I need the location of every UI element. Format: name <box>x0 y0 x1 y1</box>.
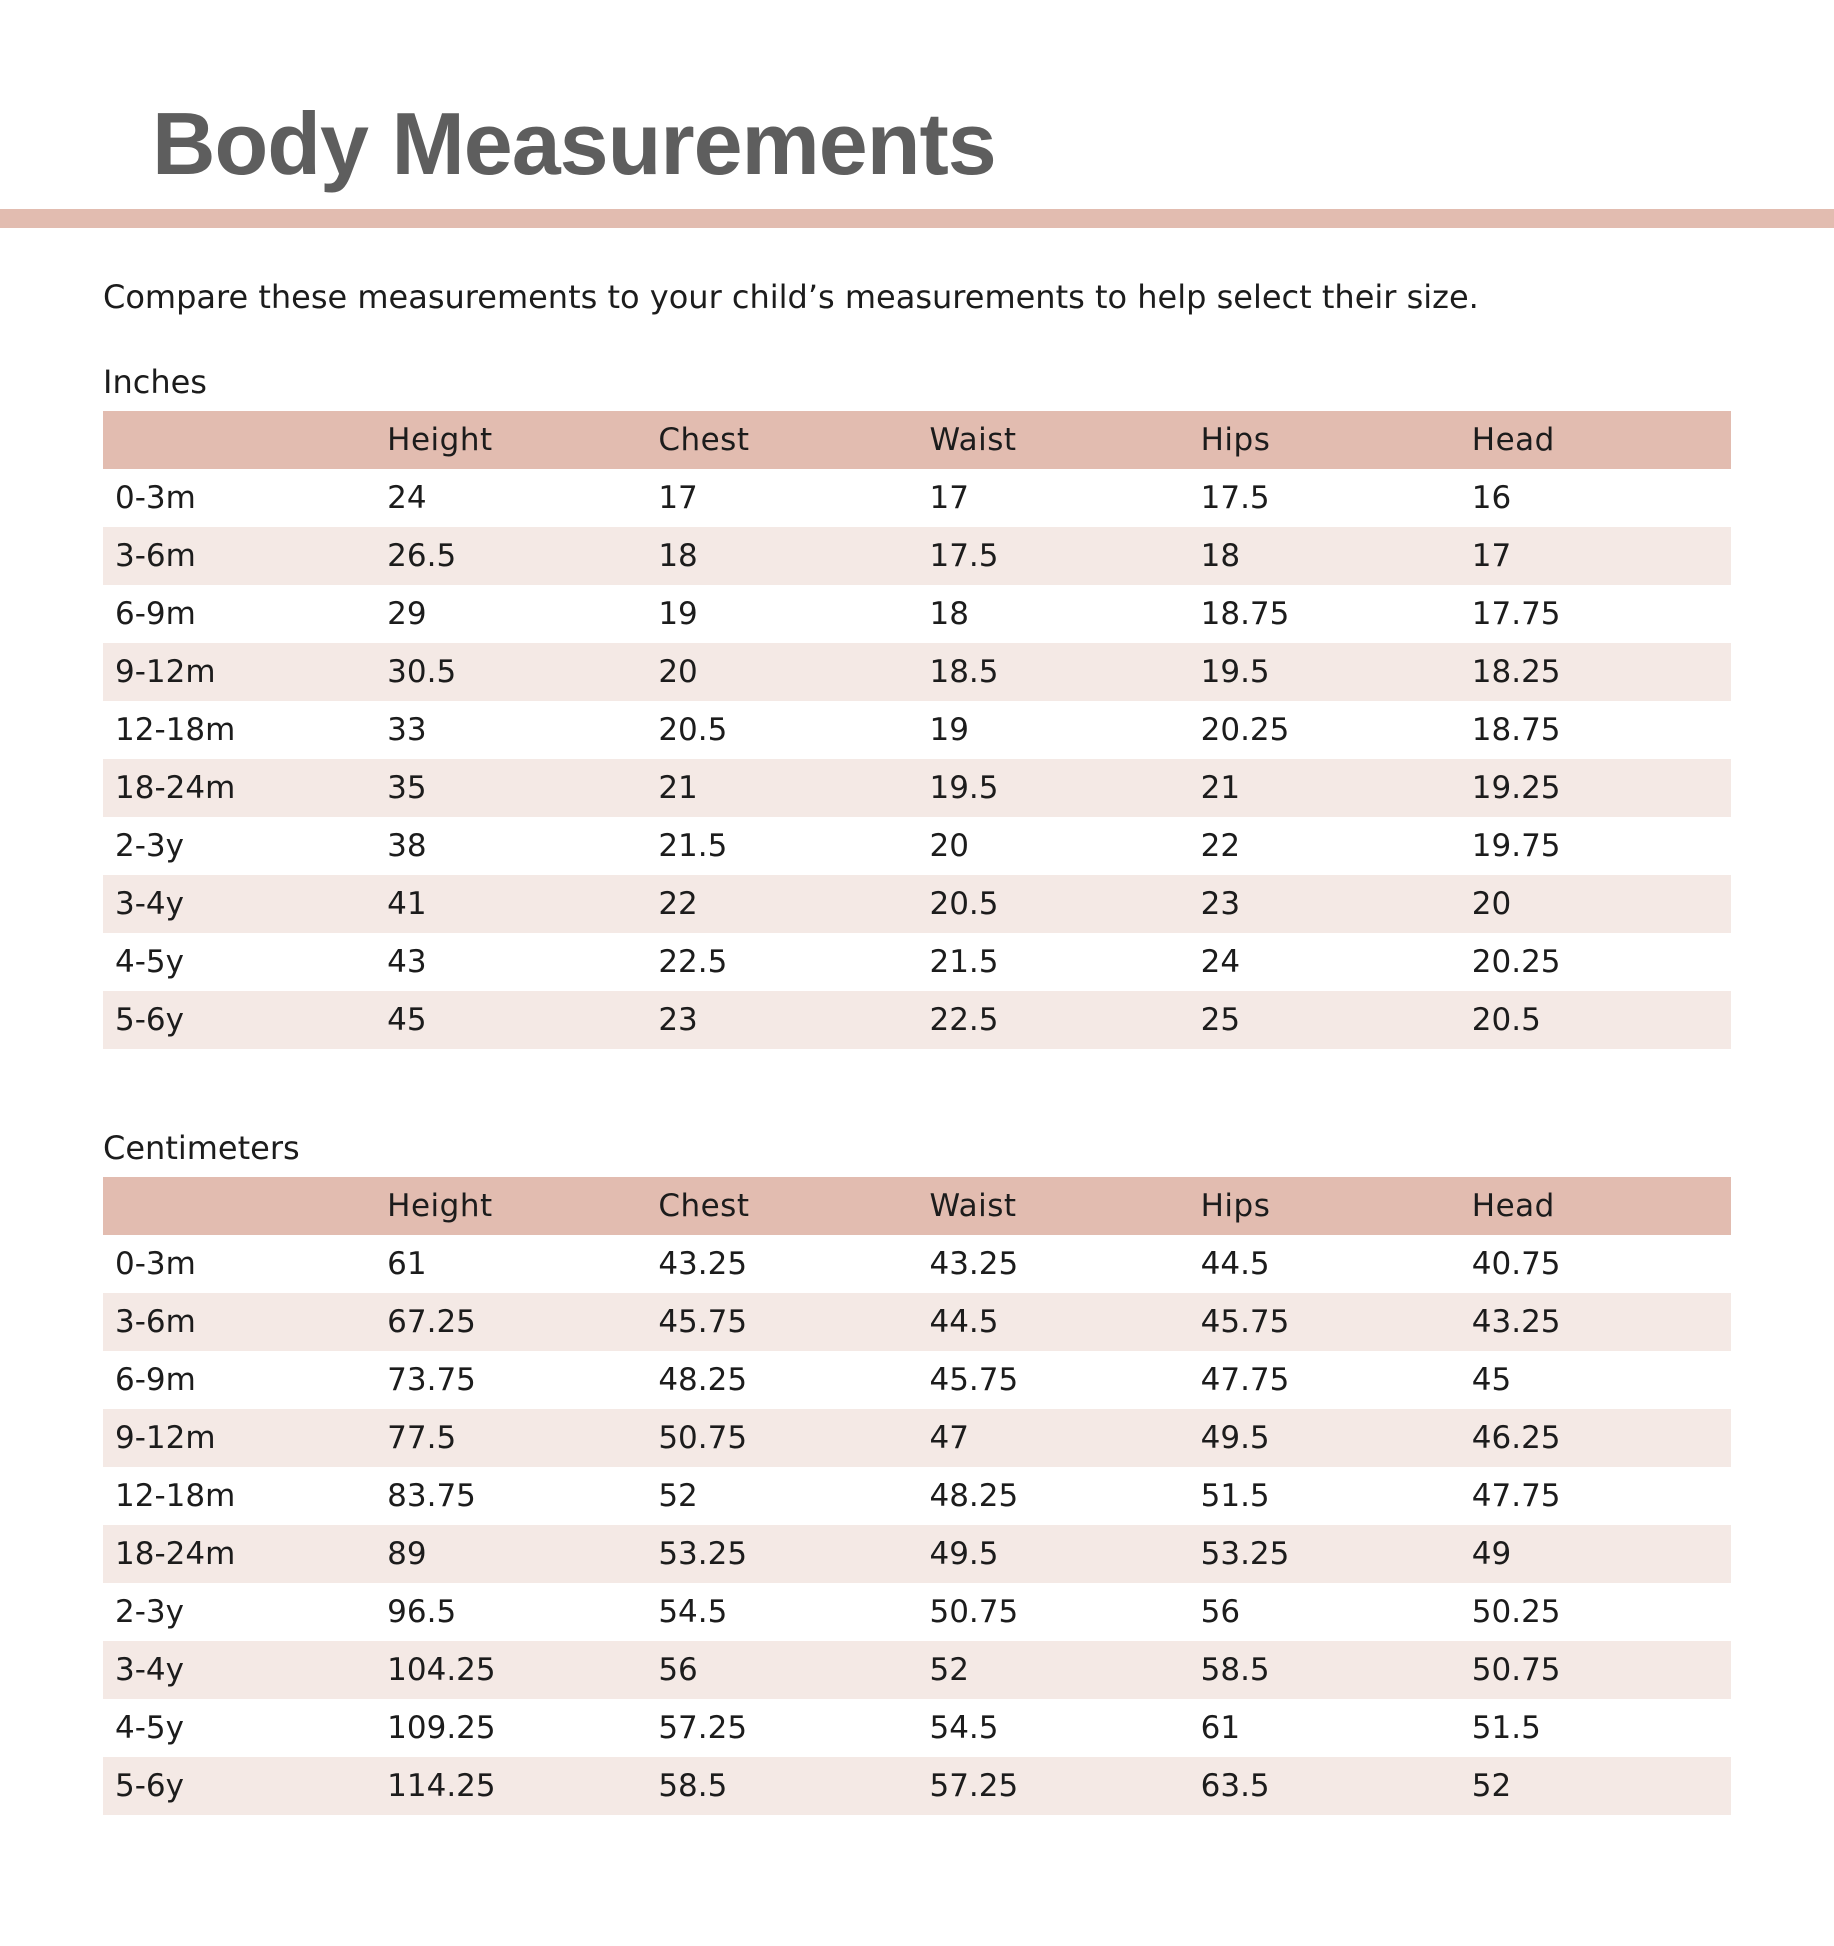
size-cell: 0-3m <box>115 480 196 516</box>
value-cell: 47.75 <box>1471 1478 1561 1514</box>
value-cell: 22.5 <box>658 944 728 980</box>
value-cell: 43.25 <box>658 1246 748 1282</box>
table-row <box>103 527 1731 585</box>
size-cell: 4-5y <box>115 1710 184 1746</box>
value-cell: 96.5 <box>387 1594 457 1630</box>
value-cell: 41 <box>387 886 427 922</box>
inches-section <box>103 359 1731 1049</box>
inches-table <box>103 411 1731 1049</box>
value-cell: 22 <box>1200 828 1241 864</box>
value-cell: 19.75 <box>1471 828 1561 864</box>
value-cell: 89 <box>387 1536 427 1572</box>
value-cell: 51.5 <box>1471 1710 1541 1746</box>
header-cell-waist: Waist <box>929 422 1017 458</box>
header-cell-height: Height <box>387 422 493 458</box>
size-cell: 2-3y <box>115 1594 184 1630</box>
value-cell: 43 <box>387 944 427 980</box>
value-cell: 18.75 <box>1200 596 1290 632</box>
value-cell: 25 <box>1200 1002 1241 1038</box>
value-cell: 49.5 <box>1200 1420 1270 1456</box>
value-cell: 50.75 <box>658 1420 748 1456</box>
value-cell: 53.25 <box>1200 1536 1290 1572</box>
value-cell: 54.5 <box>929 1710 999 1746</box>
centimeters-table <box>103 1177 1731 1815</box>
value-cell: 18.25 <box>1471 654 1561 690</box>
value-cell: 44.5 <box>929 1304 999 1340</box>
value-cell: 30.5 <box>387 654 457 690</box>
value-cell: 50.25 <box>1471 1594 1561 1630</box>
value-cell: 46.25 <box>1471 1420 1561 1456</box>
value-cell: 26.5 <box>387 538 457 574</box>
value-cell: 21 <box>658 770 698 806</box>
header-cell-hips: Hips <box>1200 1188 1271 1224</box>
value-cell: 19.25 <box>1471 770 1561 806</box>
value-cell: 16 <box>1471 480 1512 516</box>
size-cell: 18-24m <box>115 770 236 806</box>
value-cell: 52 <box>1471 1768 1512 1804</box>
table-row <box>103 1293 1731 1351</box>
value-cell: 43.25 <box>1471 1304 1561 1340</box>
value-cell: 73.75 <box>387 1362 476 1398</box>
table-row <box>103 585 1731 643</box>
value-cell: 18.5 <box>929 654 999 690</box>
table-row <box>103 1641 1731 1699</box>
header-cell-chest: Chest <box>658 422 750 458</box>
value-cell: 17 <box>929 480 969 516</box>
value-cell: 38 <box>387 828 427 864</box>
value-cell: 20 <box>1471 886 1512 922</box>
value-cell: 53.25 <box>658 1536 748 1572</box>
value-cell: 19 <box>929 712 969 748</box>
value-cell: 47 <box>929 1420 969 1456</box>
centimeters-label: Centimeters <box>103 1129 300 1167</box>
header-cell-waist: Waist <box>929 1188 1017 1224</box>
value-cell: 19 <box>658 596 698 632</box>
header-cell-size <box>103 1177 375 1235</box>
value-cell: 45.75 <box>929 1362 1019 1398</box>
table-row <box>103 875 1731 933</box>
value-cell: 21.5 <box>658 828 728 864</box>
size-cell: 0-3m <box>115 1246 196 1282</box>
value-cell: 33 <box>387 712 427 748</box>
value-cell: 20.5 <box>929 886 999 922</box>
size-cell: 3-6m <box>115 1304 196 1340</box>
header-cell-head: Head <box>1471 1188 1555 1224</box>
size-cell: 3-6m <box>115 538 196 574</box>
size-cell: 9-12m <box>115 654 216 690</box>
value-cell: 22 <box>658 886 698 922</box>
header-cell-head: Head <box>1471 422 1555 458</box>
size-cell: 4-5y <box>115 944 184 980</box>
value-cell: 52 <box>658 1478 698 1514</box>
value-cell: 22.5 <box>929 1002 999 1038</box>
title-divider <box>0 209 1834 228</box>
value-cell: 45.75 <box>658 1304 748 1340</box>
value-cell: 18 <box>929 596 969 632</box>
value-cell: 23 <box>658 1002 698 1038</box>
value-cell: 18.75 <box>1471 712 1561 748</box>
value-cell: 24 <box>387 480 427 516</box>
value-cell: 48.25 <box>929 1478 1019 1514</box>
size-cell: 3-4y <box>115 886 184 922</box>
size-cell: 6-9m <box>115 596 196 632</box>
value-cell: 61 <box>1200 1710 1241 1746</box>
value-cell: 45 <box>1471 1362 1512 1398</box>
header-cell-hips: Hips <box>1200 422 1271 458</box>
value-cell: 109.25 <box>387 1710 496 1746</box>
header-cell-chest: Chest <box>658 1188 750 1224</box>
table-row <box>103 469 1731 527</box>
table-row <box>103 1467 1731 1525</box>
size-cell: 18-24m <box>115 1536 236 1572</box>
value-cell: 45 <box>387 1002 427 1038</box>
table-row <box>103 1525 1731 1583</box>
value-cell: 61 <box>387 1246 427 1282</box>
value-cell: 40.75 <box>1471 1246 1561 1282</box>
table-row <box>103 991 1731 1049</box>
value-cell: 29 <box>387 596 427 632</box>
table-row <box>103 1757 1731 1815</box>
value-cell: 20 <box>929 828 969 864</box>
value-cell: 47.75 <box>1200 1362 1290 1398</box>
value-cell: 104.25 <box>387 1652 496 1688</box>
value-cell: 17.5 <box>929 538 999 574</box>
value-cell: 20.25 <box>1471 944 1561 980</box>
value-cell: 23 <box>1200 886 1241 922</box>
value-cell: 50.75 <box>1471 1652 1561 1688</box>
value-cell: 57.25 <box>658 1710 748 1746</box>
table-row <box>103 1409 1731 1467</box>
header-cell-height: Height <box>387 1188 493 1224</box>
value-cell: 83.75 <box>387 1478 476 1514</box>
table-row <box>103 701 1731 759</box>
value-cell: 17.5 <box>1200 480 1270 516</box>
centimeters-section <box>103 1125 1731 1815</box>
value-cell: 35 <box>387 770 427 806</box>
inches-label: Inches <box>103 363 207 401</box>
value-cell: 57.25 <box>929 1768 1019 1804</box>
value-cell: 43.25 <box>929 1246 1019 1282</box>
table-header-row <box>103 1177 1731 1235</box>
header-cell-size <box>103 411 375 469</box>
table-row <box>103 759 1731 817</box>
value-cell: 49.5 <box>929 1536 999 1572</box>
size-cell: 5-6y <box>115 1002 184 1038</box>
size-cell: 12-18m <box>115 1478 236 1514</box>
value-cell: 20.25 <box>1200 712 1290 748</box>
value-cell: 44.5 <box>1200 1246 1270 1282</box>
table-row <box>103 933 1731 991</box>
value-cell: 63.5 <box>1200 1768 1270 1804</box>
size-cell: 2-3y <box>115 828 184 864</box>
value-cell: 48.25 <box>658 1362 748 1398</box>
table-header-row <box>103 411 1731 469</box>
table-row <box>103 1235 1731 1293</box>
value-cell: 18 <box>658 538 698 574</box>
value-cell: 20.5 <box>1471 1002 1541 1038</box>
intro-text: Compare these measurements to your child’s measurements to help select their size. <box>103 278 1479 316</box>
value-cell: 67.25 <box>387 1304 476 1340</box>
size-cell: 5-6y <box>115 1768 184 1804</box>
value-cell: 114.25 <box>387 1768 496 1804</box>
size-cell: 12-18m <box>115 712 236 748</box>
value-cell: 45.75 <box>1200 1304 1290 1340</box>
value-cell: 58.5 <box>658 1768 728 1804</box>
value-cell: 77.5 <box>387 1420 457 1456</box>
value-cell: 54.5 <box>658 1594 728 1630</box>
value-cell: 17.75 <box>1471 596 1561 632</box>
table-row <box>103 1699 1731 1757</box>
value-cell: 51.5 <box>1200 1478 1270 1514</box>
value-cell: 20 <box>658 654 698 690</box>
size-cell: 6-9m <box>115 1362 196 1398</box>
table-row <box>103 1351 1731 1409</box>
size-cell: 9-12m <box>115 1420 216 1456</box>
value-cell: 56 <box>1200 1594 1241 1630</box>
table-row <box>103 1583 1731 1641</box>
value-cell: 49 <box>1471 1536 1512 1572</box>
value-cell: 21 <box>1200 770 1241 806</box>
value-cell: 19.5 <box>929 770 999 806</box>
size-cell: 3-4y <box>115 1652 184 1688</box>
value-cell: 50.75 <box>929 1594 1019 1630</box>
value-cell: 17 <box>1471 538 1512 574</box>
page-title: Body Measurements <box>152 94 996 193</box>
value-cell: 21.5 <box>929 944 999 980</box>
value-cell: 58.5 <box>1200 1652 1270 1688</box>
value-cell: 20.5 <box>658 712 728 748</box>
table-row <box>103 643 1731 701</box>
value-cell: 56 <box>658 1652 698 1688</box>
value-cell: 18 <box>1200 538 1241 574</box>
value-cell: 52 <box>929 1652 969 1688</box>
value-cell: 24 <box>1200 944 1241 980</box>
value-cell: 17 <box>658 480 698 516</box>
value-cell: 19.5 <box>1200 654 1270 690</box>
table-row <box>103 817 1731 875</box>
